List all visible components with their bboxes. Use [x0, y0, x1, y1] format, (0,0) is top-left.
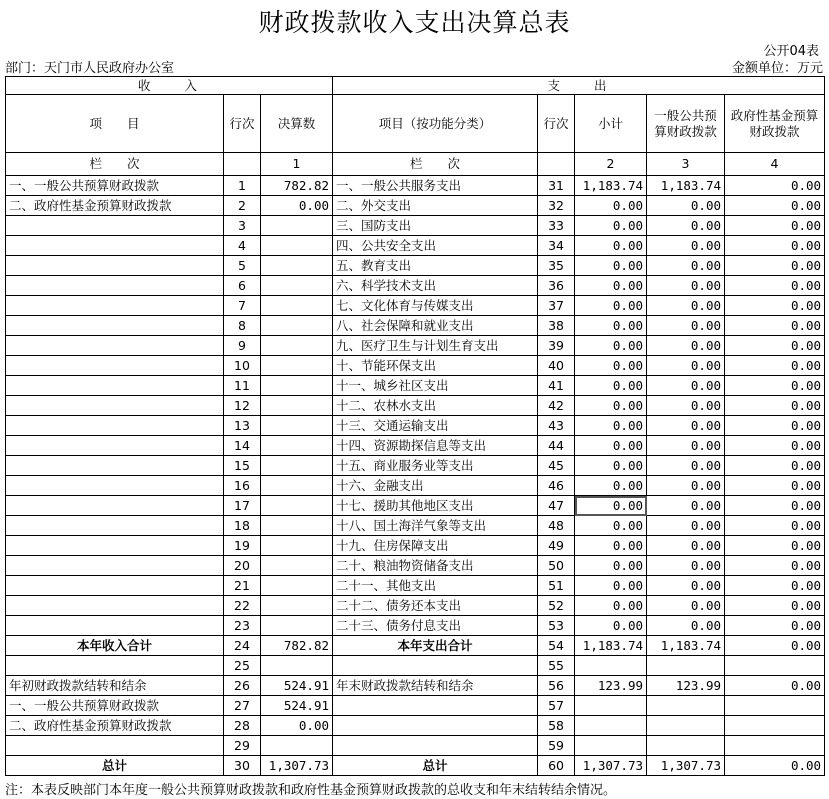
col-index-3: 3 — [647, 153, 725, 176]
expense-row-no-cell: 58 — [538, 716, 575, 736]
expense-subtotal-cell: 0.00 — [575, 476, 647, 496]
income-row-no-cell: 6 — [224, 276, 261, 296]
expense-subtotal-cell: 0.00 — [575, 256, 647, 276]
income-row-no-cell: 10 — [224, 356, 261, 376]
expense-row-no-cell: 32 — [538, 196, 575, 216]
expense-row-no-cell: 34 — [538, 236, 575, 256]
income-item-cell — [6, 316, 224, 336]
col-gov-fund: 政府性基金预算财政拨款 — [725, 95, 825, 153]
income-row-no-cell: 15 — [224, 456, 261, 476]
expense-subtotal-cell: 0.00 — [575, 376, 647, 396]
income-amount-cell — [261, 516, 333, 536]
income-item-cell: 二、政府性基金预算财政拨款 — [6, 196, 224, 216]
table-row — [6, 236, 825, 256]
expense-general-budget-cell: 0.00 — [647, 376, 725, 396]
col-index-label-2: 栏 次 — [333, 153, 538, 176]
expense-row-no-cell: 44 — [538, 436, 575, 456]
income-amount-cell — [261, 356, 333, 376]
expense-subtotal-cell: 0.00 — [575, 396, 647, 416]
expense-gov-fund-cell: 0.00 — [725, 756, 825, 776]
expense-row-no-cell: 41 — [538, 376, 575, 396]
income-amount-cell: 0.00 — [261, 716, 333, 736]
expense-general-budget-cell: 1,307.73 — [647, 756, 725, 776]
income-row-no-cell: 30 — [224, 756, 261, 776]
expense-subtotal-cell: 123.99 — [575, 676, 647, 696]
table-row — [6, 296, 825, 316]
income-row-no-cell: 1 — [224, 176, 261, 196]
report-title: 财政拨款收入支出决算总表 — [258, 8, 571, 37]
table-row — [6, 616, 825, 636]
expense-gov-fund-cell: 0.00 — [725, 676, 825, 696]
expense-item-cell: 十四、资源勘探信息等支出 — [333, 436, 538, 456]
expense-general-budget-cell: 0.00 — [647, 476, 725, 496]
income-amount-cell — [261, 316, 333, 336]
expense-gov-fund-cell: 0.00 — [725, 416, 825, 436]
expense-gov-fund-cell: 0.00 — [725, 496, 825, 516]
expense-gov-fund-cell: 0.00 — [725, 256, 825, 276]
expense-row-no-cell: 59 — [538, 736, 575, 756]
expense-general-budget-cell — [647, 716, 725, 736]
income-amount-cell — [261, 256, 333, 276]
expense-general-budget-cell: 0.00 — [647, 396, 725, 416]
expense-item-cell — [333, 736, 538, 756]
expense-gov-fund-cell: 0.00 — [725, 276, 825, 296]
expense-item-cell: 二十、粮油物资储备支出 — [333, 556, 538, 576]
expense-row-no-cell: 43 — [538, 416, 575, 436]
income-amount-cell — [261, 496, 333, 516]
expense-item-cell: 年末财政拨款结转和结余 — [333, 676, 538, 696]
income-item-cell — [6, 256, 224, 276]
income-row-no-cell: 7 — [224, 296, 261, 316]
income-row-no-cell: 23 — [224, 616, 261, 636]
expense-subtotal-cell: 1,183.74 — [575, 636, 647, 656]
expense-gov-fund-cell: 0.00 — [725, 576, 825, 596]
expense-item-cell: 十二、农林水支出 — [333, 396, 538, 416]
col-subtotal: 小计 — [575, 95, 647, 153]
expense-general-budget-cell: 0.00 — [647, 296, 725, 316]
income-row-no-cell: 27 — [224, 696, 261, 716]
income-amount-cell — [261, 736, 333, 756]
income-item-cell — [6, 736, 224, 756]
expense-row-no-cell: 55 — [538, 656, 575, 676]
table-row — [6, 356, 825, 376]
table-row — [6, 576, 825, 596]
expense-subtotal-cell: 0.00 — [575, 196, 647, 216]
table-row — [6, 676, 825, 696]
table-row — [6, 376, 825, 396]
expense-item-cell: 本年支出合计 — [333, 636, 538, 656]
income-row-no-cell: 29 — [224, 736, 261, 756]
expense-gov-fund-cell: 0.00 — [725, 596, 825, 616]
expense-row-no-cell: 35 — [538, 256, 575, 276]
expense-subtotal-cell — [575, 656, 647, 676]
income-item-cell — [6, 656, 224, 676]
expense-general-budget-cell: 0.00 — [647, 276, 725, 296]
expense-subtotal-cell: 0.00 — [575, 276, 647, 296]
expense-item-cell — [333, 716, 538, 736]
income-amount-cell: 782.82 — [261, 176, 333, 196]
income-item-cell — [6, 596, 224, 616]
expense-row-no-cell: 46 — [538, 476, 575, 496]
expense-item-cell: 十九、住房保障支出 — [333, 536, 538, 556]
expense-general-budget-cell: 0.00 — [647, 316, 725, 336]
expense-gov-fund-cell: 0.00 — [725, 536, 825, 556]
expense-row-no-cell: 56 — [538, 676, 575, 696]
expense-item-cell: 二、外交支出 — [333, 196, 538, 216]
income-row-no-cell: 20 — [224, 556, 261, 576]
expense-gov-fund-cell: 0.00 — [725, 176, 825, 196]
income-amount-cell — [261, 616, 333, 636]
table-row — [6, 456, 825, 476]
income-item-cell — [6, 456, 224, 476]
col-item: 项 目 — [6, 95, 224, 153]
expense-gov-fund-cell — [725, 696, 825, 716]
expense-subtotal-cell: 0.00 — [575, 316, 647, 336]
expense-item-cell: 十八、国土海洋气象等支出 — [333, 516, 538, 536]
table-row — [6, 316, 825, 336]
expense-general-budget-cell — [647, 696, 725, 716]
expense-item-cell: 四、公共安全支出 — [333, 236, 538, 256]
expense-item-cell: 十三、交通运输支出 — [333, 416, 538, 436]
expense-general-budget-cell: 0.00 — [647, 496, 725, 516]
expense-general-budget-cell: 0.00 — [647, 236, 725, 256]
income-row-no-cell: 5 — [224, 256, 261, 276]
income-item-cell — [6, 436, 224, 456]
expense-general-budget-cell: 123.99 — [647, 676, 725, 696]
expense-subtotal-cell: 0.00 — [575, 356, 647, 376]
income-item-cell: 总计 — [6, 756, 224, 776]
income-amount-cell — [261, 276, 333, 296]
expense-general-budget-cell: 0.00 — [647, 196, 725, 216]
expense-item-cell: 三、国防支出 — [333, 216, 538, 236]
income-amount-cell — [261, 216, 333, 236]
expense-row-no-cell: 48 — [538, 516, 575, 536]
expense-general-budget-cell: 0.00 — [647, 416, 725, 436]
unit-label: 金额单位：万元 — [731, 61, 823, 76]
expense-gov-fund-cell: 0.00 — [725, 296, 825, 316]
income-row-no-cell: 16 — [224, 476, 261, 496]
expense-gov-fund-cell — [725, 736, 825, 756]
income-row-no-cell: 13 — [224, 416, 261, 436]
income-item-cell — [6, 396, 224, 416]
income-row-no-cell: 19 — [224, 536, 261, 556]
expense-general-budget-cell: 0.00 — [647, 536, 725, 556]
expense-general-budget-cell: 0.00 — [647, 436, 725, 456]
income-item-cell — [6, 576, 224, 596]
income-item-cell — [6, 496, 224, 516]
expense-item-cell: 总计 — [333, 756, 538, 776]
expense-subtotal-cell: 1,183.74 — [575, 176, 647, 196]
expense-subtotal-cell: 0.00 — [575, 616, 647, 636]
income-row-no-cell: 24 — [224, 636, 261, 656]
income-item-cell — [6, 216, 224, 236]
income-row-no-cell: 14 — [224, 436, 261, 456]
expense-subtotal-cell: 0.00 — [575, 556, 647, 576]
income-amount-cell: 0.00 — [261, 196, 333, 216]
income-amount-cell — [261, 436, 333, 456]
expense-row-no-cell: 37 — [538, 296, 575, 316]
income-item-cell — [6, 336, 224, 356]
expense-subtotal-cell: 0.00 — [575, 516, 647, 536]
table-row — [6, 176, 825, 196]
income-amount-cell — [261, 656, 333, 676]
expense-gov-fund-cell: 0.00 — [725, 516, 825, 536]
income-item-cell — [6, 556, 224, 576]
expense-row-no-cell: 45 — [538, 456, 575, 476]
income-item-cell — [6, 296, 224, 316]
expense-subtotal-cell: 0.00 — [575, 496, 647, 516]
table-row — [6, 716, 825, 736]
income-item-cell — [6, 236, 224, 256]
expense-subtotal-cell — [575, 696, 647, 716]
expense-row-no-cell: 33 — [538, 216, 575, 236]
income-item-cell — [6, 276, 224, 296]
expense-subtotal-cell: 0.00 — [575, 456, 647, 476]
expense-item-cell — [333, 696, 538, 716]
income-item-cell: 本年收入合计 — [6, 636, 224, 656]
col-index-4: 4 — [725, 153, 825, 176]
expense-row-no-cell: 57 — [538, 696, 575, 716]
expense-gov-fund-cell: 0.00 — [725, 616, 825, 636]
expense-item-cell: 二十一、其他支出 — [333, 576, 538, 596]
income-row-no-cell: 3 — [224, 216, 261, 236]
income-item-cell: 年初财政拨款结转和结余 — [6, 676, 224, 696]
expense-subtotal-cell: 0.00 — [575, 596, 647, 616]
expense-gov-fund-cell: 0.00 — [725, 456, 825, 476]
expense-row-no-cell: 47 — [538, 496, 575, 516]
expense-row-no-cell: 60 — [538, 756, 575, 776]
table-row — [6, 336, 825, 356]
income-row-no-cell: 25 — [224, 656, 261, 676]
expense-item-cell: 十一、城乡社区支出 — [333, 376, 538, 396]
expense-general-budget-cell — [647, 736, 725, 756]
expense-subtotal-cell: 0.00 — [575, 576, 647, 596]
table-row — [6, 476, 825, 496]
expense-subtotal-cell: 0.00 — [575, 296, 647, 316]
income-amount-cell — [261, 336, 333, 356]
expense-subtotal-cell: 0.00 — [575, 416, 647, 436]
expense-row-no-cell: 52 — [538, 596, 575, 616]
expense-row-no-cell: 36 — [538, 276, 575, 296]
expense-general-budget-cell: 0.00 — [647, 556, 725, 576]
expense-item-cell: 七、文化体育与传媒支出 — [333, 296, 538, 316]
expense-general-budget-cell: 0.00 — [647, 216, 725, 236]
budget-table — [5, 76, 825, 776]
table-row — [6, 536, 825, 556]
income-amount-cell — [261, 556, 333, 576]
expense-item-cell: 二十三、债务付息支出 — [333, 616, 538, 636]
table-row — [6, 696, 825, 716]
expense-item-cell — [333, 656, 538, 676]
income-item-cell: 二、政府性基金预算财政拨款 — [6, 716, 224, 736]
income-row-no-cell: 22 — [224, 596, 261, 616]
income-row-no-cell: 2 — [224, 196, 261, 216]
table-row — [6, 656, 825, 676]
expense-subtotal-cell — [575, 736, 647, 756]
expense-item-cell: 五、教育支出 — [333, 256, 538, 276]
expense-subtotal-cell — [575, 716, 647, 736]
expense-gov-fund-cell: 0.00 — [725, 396, 825, 416]
table-row — [6, 596, 825, 616]
expense-gov-fund-cell: 0.00 — [725, 376, 825, 396]
table-row — [6, 496, 825, 516]
income-row-no-cell: 28 — [224, 716, 261, 736]
income-amount-cell: 524.91 — [261, 696, 333, 716]
expense-item-cell: 十五、商业服务业等支出 — [333, 456, 538, 476]
expense-general-budget-cell: 0.00 — [647, 616, 725, 636]
col-general-budget: 一般公共预算财政拨款 — [647, 95, 725, 153]
expense-item-cell: 一、一般公共服务支出 — [333, 176, 538, 196]
income-amount-cell: 782.82 — [261, 636, 333, 656]
expense-header: 支 出 — [333, 77, 825, 95]
expense-item-cell: 十、节能环保支出 — [333, 356, 538, 376]
income-row-no-cell: 8 — [224, 316, 261, 336]
income-header: 收 入 — [6, 77, 333, 95]
income-amount-cell — [261, 536, 333, 556]
income-amount-cell — [261, 456, 333, 476]
income-amount-cell: 1,307.73 — [261, 756, 333, 776]
form-code: 公开04表 — [763, 44, 819, 59]
table-row — [6, 396, 825, 416]
footnote: 注：本表反映部门本年度一般公共预算财政拨款和政府性基金预算财政拨款的总收支和年末结转结余情况。 — [5, 783, 617, 798]
expense-row-no-cell: 50 — [538, 556, 575, 576]
col-index-empty-2 — [538, 153, 575, 176]
income-amount-cell — [261, 416, 333, 436]
expense-gov-fund-cell: 0.00 — [725, 636, 825, 656]
income-amount-cell: 524.91 — [261, 676, 333, 696]
expense-general-budget-cell: 0.00 — [647, 356, 725, 376]
col-index-1: 1 — [261, 153, 333, 176]
income-item-cell — [6, 476, 224, 496]
income-item-cell — [6, 516, 224, 536]
income-item-cell — [6, 376, 224, 396]
table-row — [6, 436, 825, 456]
col-index-label: 栏 次 — [6, 153, 224, 176]
expense-gov-fund-cell: 0.00 — [725, 476, 825, 496]
expense-general-budget-cell — [647, 656, 725, 676]
income-row-no-cell: 21 — [224, 576, 261, 596]
expense-row-no-cell: 39 — [538, 336, 575, 356]
expense-general-budget-cell: 0.00 — [647, 596, 725, 616]
income-item-cell — [6, 416, 224, 436]
expense-gov-fund-cell — [725, 656, 825, 676]
expense-item-cell: 九、医疗卫生与计划生育支出 — [333, 336, 538, 356]
expense-row-no-cell: 42 — [538, 396, 575, 416]
income-row-no-cell: 4 — [224, 236, 261, 256]
table-row — [6, 416, 825, 436]
expense-row-no-cell: 49 — [538, 536, 575, 556]
income-item-cell: 一、一般公共预算财政拨款 — [6, 696, 224, 716]
income-amount-cell — [261, 376, 333, 396]
expense-item-cell: 六、科学技术支出 — [333, 276, 538, 296]
expense-gov-fund-cell: 0.00 — [725, 556, 825, 576]
expense-gov-fund-cell: 0.00 — [725, 236, 825, 256]
income-amount-cell — [261, 236, 333, 256]
table-row — [6, 216, 825, 236]
expense-subtotal-cell: 0.00 — [575, 236, 647, 256]
expense-gov-fund-cell: 0.00 — [725, 216, 825, 236]
expense-subtotal-cell: 0.00 — [575, 436, 647, 456]
expense-item-cell: 二十二、债务还本支出 — [333, 596, 538, 616]
expense-gov-fund-cell: 0.00 — [725, 336, 825, 356]
table-row — [6, 196, 825, 216]
expense-gov-fund-cell: 0.00 — [725, 356, 825, 376]
expense-general-budget-cell: 0.00 — [647, 516, 725, 536]
table-row — [6, 256, 825, 276]
col-index-2: 2 — [575, 153, 647, 176]
expense-row-no-cell: 38 — [538, 316, 575, 336]
table-row — [6, 556, 825, 576]
col-index-empty — [224, 153, 261, 176]
table-row — [6, 636, 825, 656]
expense-general-budget-cell: 0.00 — [647, 256, 725, 276]
expense-general-budget-cell: 0.00 — [647, 456, 725, 476]
table-row — [6, 276, 825, 296]
expense-general-budget-cell: 1,183.74 — [647, 636, 725, 656]
income-row-no-cell: 11 — [224, 376, 261, 396]
expense-row-no-cell: 51 — [538, 576, 575, 596]
income-amount-cell — [261, 596, 333, 616]
income-item-cell — [6, 616, 224, 636]
income-row-no-cell: 12 — [224, 396, 261, 416]
department-label: 部门：天门市人民政府办公室 — [5, 61, 175, 76]
col-final-amount: 决算数 — [261, 95, 333, 153]
expense-subtotal-cell: 0.00 — [575, 336, 647, 356]
table-row — [6, 736, 825, 756]
income-row-no-cell: 18 — [224, 516, 261, 536]
expense-subtotal-cell: 0.00 — [575, 216, 647, 236]
expense-item-cell: 十六、金融支出 — [333, 476, 538, 496]
income-amount-cell — [261, 576, 333, 596]
expense-item-cell: 八、社会保障和就业支出 — [333, 316, 538, 336]
expense-gov-fund-cell: 0.00 — [725, 316, 825, 336]
col-func-item: 项目（按功能分类） — [333, 95, 538, 153]
expense-gov-fund-cell — [725, 716, 825, 736]
expense-row-no-cell: 54 — [538, 636, 575, 656]
expense-subtotal-cell: 0.00 — [575, 536, 647, 556]
income-amount-cell — [261, 476, 333, 496]
income-amount-cell — [261, 396, 333, 416]
expense-general-budget-cell: 0.00 — [647, 336, 725, 356]
expense-gov-fund-cell: 0.00 — [725, 436, 825, 456]
col-row-no-2: 行次 — [538, 95, 575, 153]
col-row-no: 行次 — [224, 95, 261, 153]
table-row — [6, 756, 825, 776]
income-item-cell — [6, 536, 224, 556]
expense-item-cell: 十七、援助其他地区支出 — [333, 496, 538, 516]
expense-gov-fund-cell: 0.00 — [725, 196, 825, 216]
expense-row-no-cell: 53 — [538, 616, 575, 636]
expense-row-no-cell: 31 — [538, 176, 575, 196]
expense-general-budget-cell: 1,183.74 — [647, 176, 725, 196]
income-row-no-cell: 26 — [224, 676, 261, 696]
income-item-cell: 一、一般公共预算财政拨款 — [6, 176, 224, 196]
income-row-no-cell: 17 — [224, 496, 261, 516]
income-row-no-cell: 9 — [224, 336, 261, 356]
income-amount-cell — [261, 296, 333, 316]
expense-subtotal-cell: 1,307.73 — [575, 756, 647, 776]
income-item-cell — [6, 356, 224, 376]
expense-general-budget-cell: 0.00 — [647, 576, 725, 596]
expense-row-no-cell: 40 — [538, 356, 575, 376]
table-row — [6, 516, 825, 536]
